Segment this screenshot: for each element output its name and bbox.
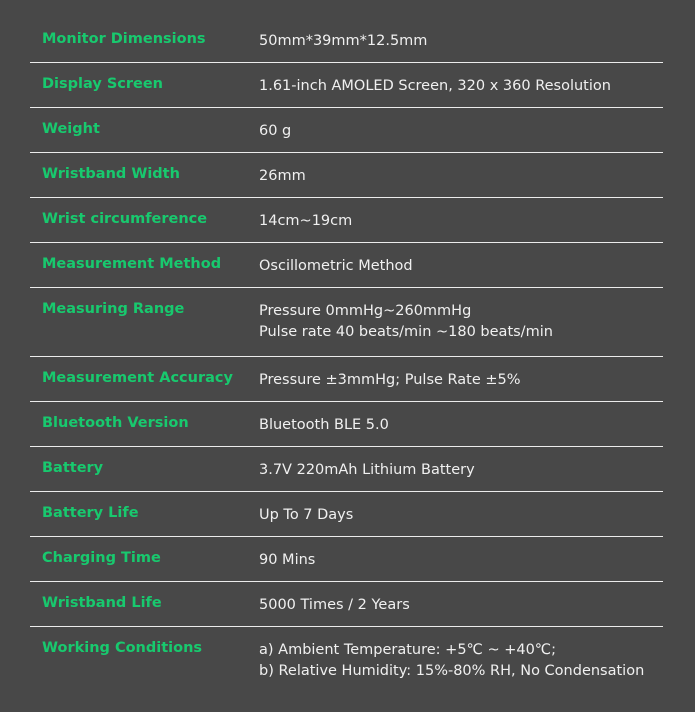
spec-label: Wristband Width — [42, 166, 180, 182]
spec-row-battery-life — [30, 492, 663, 537]
spec-value: 1.61-inch AMOLED Screen, 320 x 360 Resolution — [259, 78, 611, 94]
spec-row-display-screen — [30, 63, 663, 108]
spec-value: 90 Mins — [259, 552, 316, 568]
spec-value: Bluetooth BLE 5.0 — [259, 417, 389, 433]
spec-label: Battery — [42, 460, 104, 476]
spec-label: Display Screen — [42, 76, 164, 92]
spec-label: Battery Life — [42, 505, 139, 521]
spec-row-wrist-circumference — [30, 198, 663, 243]
spec-label: Monitor Dimensions — [42, 31, 206, 47]
spec-label: Measurement Method — [42, 256, 222, 272]
spec-row-working-conditions — [30, 627, 663, 697]
spec-label: Charging Time — [42, 550, 161, 566]
spec-value: 14cm~19cm — [259, 213, 353, 229]
spec-label: Working Conditions — [42, 640, 203, 656]
spec-value: Pressure ±3mmHg; Pulse Rate ±5% — [259, 372, 521, 388]
spec-label: Wrist circumference — [42, 211, 208, 227]
spec-value: 50mm*39mm*12.5mm — [259, 33, 428, 49]
spec-row-measuring-range — [30, 288, 663, 357]
spec-value: 5000 Times / 2 Years — [259, 597, 410, 613]
spec-row-wristband-width — [30, 153, 663, 198]
spec-value: Up To 7 Days — [259, 507, 354, 523]
spec-label: Measuring Range — [42, 301, 185, 317]
spec-row-measurement-accuracy — [30, 357, 663, 402]
spec-value: 26mm — [259, 168, 306, 184]
spec-value: 3.7V 220mAh Lithium Battery — [259, 462, 475, 478]
spec-label: Measurement Accuracy — [42, 370, 233, 386]
spec-table — [30, 18, 663, 697]
spec-row-weight — [30, 108, 663, 153]
spec-row-bluetooth-version — [30, 402, 663, 447]
spec-value: Pressure 0mmHg~260mmHg Pulse rate 40 beats/min ~180 beats/min — [259, 303, 553, 340]
spec-label: Wristband Life — [42, 595, 162, 611]
spec-value: 60 g — [259, 123, 292, 139]
spec-label: Bluetooth Version — [42, 415, 189, 431]
spec-row-wristband-life — [30, 582, 663, 627]
spec-value: Oscillometric Method — [259, 258, 413, 274]
spec-row-measurement-method — [30, 243, 663, 288]
spec-row-battery — [30, 447, 663, 492]
spec-row-monitor-dimensions — [30, 18, 663, 63]
spec-value: a) Ambient Temperature: +5℃ ~ +40℃; b) Relative Humidity: 15%-80% RH, No Condensation — [259, 642, 645, 679]
spec-row-charging-time — [30, 537, 663, 582]
spec-label: Weight — [42, 121, 100, 137]
